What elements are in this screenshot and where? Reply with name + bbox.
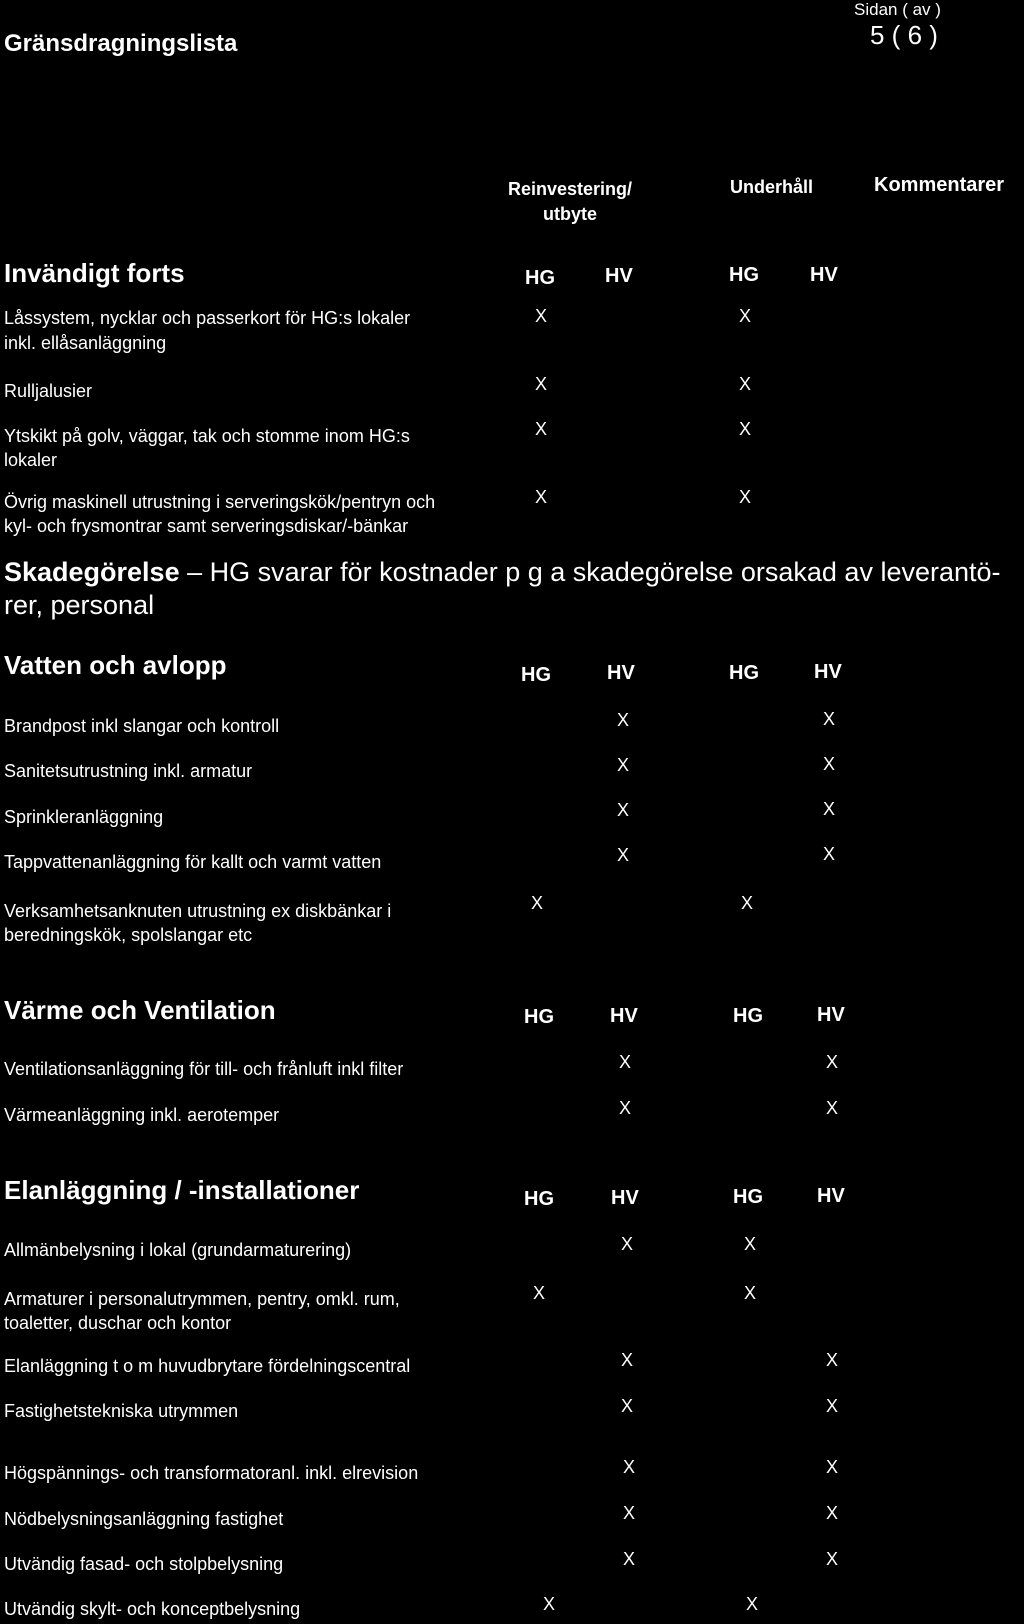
- column-header-comments: Kommentarer: [874, 174, 1005, 196]
- row-label: Fastighetstekniska utrymmen: [4, 1401, 239, 1421]
- mark-x: X: [621, 1234, 634, 1254]
- row-label: Högspännings- och transformatoranl. inkl. elrevision: [4, 1463, 419, 1483]
- row-label: Sanitetsutrustning inkl. armatur: [4, 761, 253, 781]
- mark-x: X: [623, 1457, 636, 1477]
- subheader-hg: HG: [525, 267, 555, 289]
- mark-x: X: [823, 754, 836, 774]
- mark-x: X: [744, 1283, 757, 1303]
- mark-x: X: [535, 487, 548, 507]
- subheader-hv: HV: [611, 1187, 639, 1209]
- row-label: Utvändig fasad- och stolpbelysning: [4, 1554, 284, 1574]
- section-title-varme: Värme och Ventilation: [4, 995, 276, 1025]
- mark-x: X: [739, 374, 752, 394]
- mark-x: X: [826, 1350, 839, 1370]
- subheader-hv: HV: [810, 264, 838, 286]
- subheader-hv: HV: [817, 1004, 845, 1026]
- damage-notice: [4, 556, 1014, 622]
- row-label: Verksamhetsanknuten utrustning ex diskbänkar i: [4, 901, 392, 921]
- row-label: Övrig maskinell utrustning i serveringskök/pentryn och: [4, 492, 436, 512]
- mark-x: X: [543, 1594, 556, 1614]
- subheader-hv: HV: [610, 1005, 638, 1027]
- column-header-maintenance: Underhåll: [730, 177, 814, 197]
- mark-x: X: [531, 893, 544, 913]
- row-label: Ytskikt på golv, väggar, tak och stomme inom HG:s: [4, 426, 410, 446]
- row-label: beredningskök, spolslangar etc: [4, 925, 253, 945]
- mark-x: X: [619, 1052, 632, 1072]
- subheader-hv: HV: [607, 662, 635, 684]
- mark-x: X: [739, 487, 752, 507]
- subheader-hv: HV: [814, 661, 842, 683]
- subheader-hg: HG: [524, 1188, 554, 1210]
- section-title-el: Elanläggning / -installationer: [4, 1175, 360, 1205]
- row-label: kyl- och frysmontrar samt serveringsdiskar/-bänkar: [4, 516, 409, 536]
- mark-x: X: [621, 1396, 634, 1416]
- column-header-reinvestment: [500, 177, 640, 227]
- mark-x: X: [823, 844, 836, 864]
- subheader-hg: HG: [521, 664, 551, 686]
- row-label: Ventilationsanläggning för till- och frånluft inkl filter: [4, 1059, 404, 1079]
- section-title-invandigt: Invändigt forts: [4, 258, 185, 288]
- mark-x: X: [826, 1098, 839, 1118]
- row-label: Tappvattenanläggning för kallt och varmt vatten: [4, 852, 382, 872]
- mark-x: X: [746, 1594, 759, 1614]
- mark-x: X: [826, 1549, 839, 1569]
- row-label: Rulljalusier: [4, 381, 93, 401]
- subheader-hv: HV: [605, 265, 633, 287]
- row-label: Brandpost inkl slangar och kontroll: [4, 716, 280, 736]
- mark-x: X: [741, 893, 754, 913]
- row-label: Nödbelysningsanläggning fastighet: [4, 1509, 284, 1529]
- column-header-reinvestment-line1: Reinvestering/: [507, 179, 633, 199]
- mark-x: X: [617, 710, 630, 730]
- mark-x: X: [535, 374, 548, 394]
- mark-x: X: [617, 800, 630, 820]
- section-title-vatten: Vatten och avlopp: [4, 650, 227, 680]
- mark-x: X: [617, 755, 630, 775]
- row-label: inkl. ellåsanläggning: [4, 333, 167, 353]
- mark-x: X: [744, 1234, 757, 1254]
- subheader-hg: HG: [729, 264, 759, 286]
- column-header-reinvestment-line2: utbyte: [543, 204, 597, 224]
- subheader-hg: HG: [729, 662, 759, 684]
- page-number: 5 ( 6 ): [870, 20, 938, 50]
- subheader-hv: HV: [817, 1185, 845, 1207]
- subheader-hg: HG: [524, 1006, 554, 1028]
- row-label: Låssystem, nycklar och passerkort för HG:s lokaler: [4, 308, 411, 328]
- page-label: Sidan ( av ): [854, 0, 941, 19]
- document-title: Gränsdragningslista: [4, 30, 238, 57]
- damage-notice-text: – HG svarar för kostnader p g a skadegörelse orsakad av leverantö-rer, personal: [4, 557, 1001, 620]
- mark-x: X: [535, 306, 548, 326]
- mark-x: X: [739, 306, 752, 326]
- mark-x: X: [535, 419, 548, 439]
- mark-x: X: [826, 1396, 839, 1416]
- mark-x: X: [826, 1052, 839, 1072]
- mark-x: X: [621, 1350, 634, 1370]
- row-label: toaletter, duschar och kontor: [4, 1313, 232, 1333]
- mark-x: X: [619, 1098, 632, 1118]
- row-label: Elanläggning t o m huvudbrytare fördelningscentral: [4, 1356, 411, 1376]
- row-label: Värmeanläggning inkl. aerotemper: [4, 1105, 280, 1125]
- row-label: lokaler: [4, 450, 58, 470]
- row-label: Allmänbelysning i lokal (grundarmaturering): [4, 1240, 352, 1260]
- mark-x: X: [623, 1549, 636, 1569]
- mark-x: X: [823, 709, 836, 729]
- damage-notice-label: Skadegörelse: [4, 557, 180, 587]
- mark-x: X: [739, 419, 752, 439]
- mark-x: X: [826, 1457, 839, 1477]
- subheader-hg: HG: [733, 1186, 763, 1208]
- row-label: Sprinkleranläggning: [4, 807, 164, 827]
- row-label: Armaturer i personalutrymmen, pentry, omkl. rum,: [4, 1289, 400, 1309]
- mark-x: X: [533, 1283, 546, 1303]
- mark-x: X: [623, 1503, 636, 1523]
- row-label: Utvändig skylt- och konceptbelysning: [4, 1599, 301, 1619]
- subheader-hg: HG: [733, 1005, 763, 1027]
- mark-x: X: [617, 845, 630, 865]
- mark-x: X: [823, 799, 836, 819]
- mark-x: X: [826, 1503, 839, 1523]
